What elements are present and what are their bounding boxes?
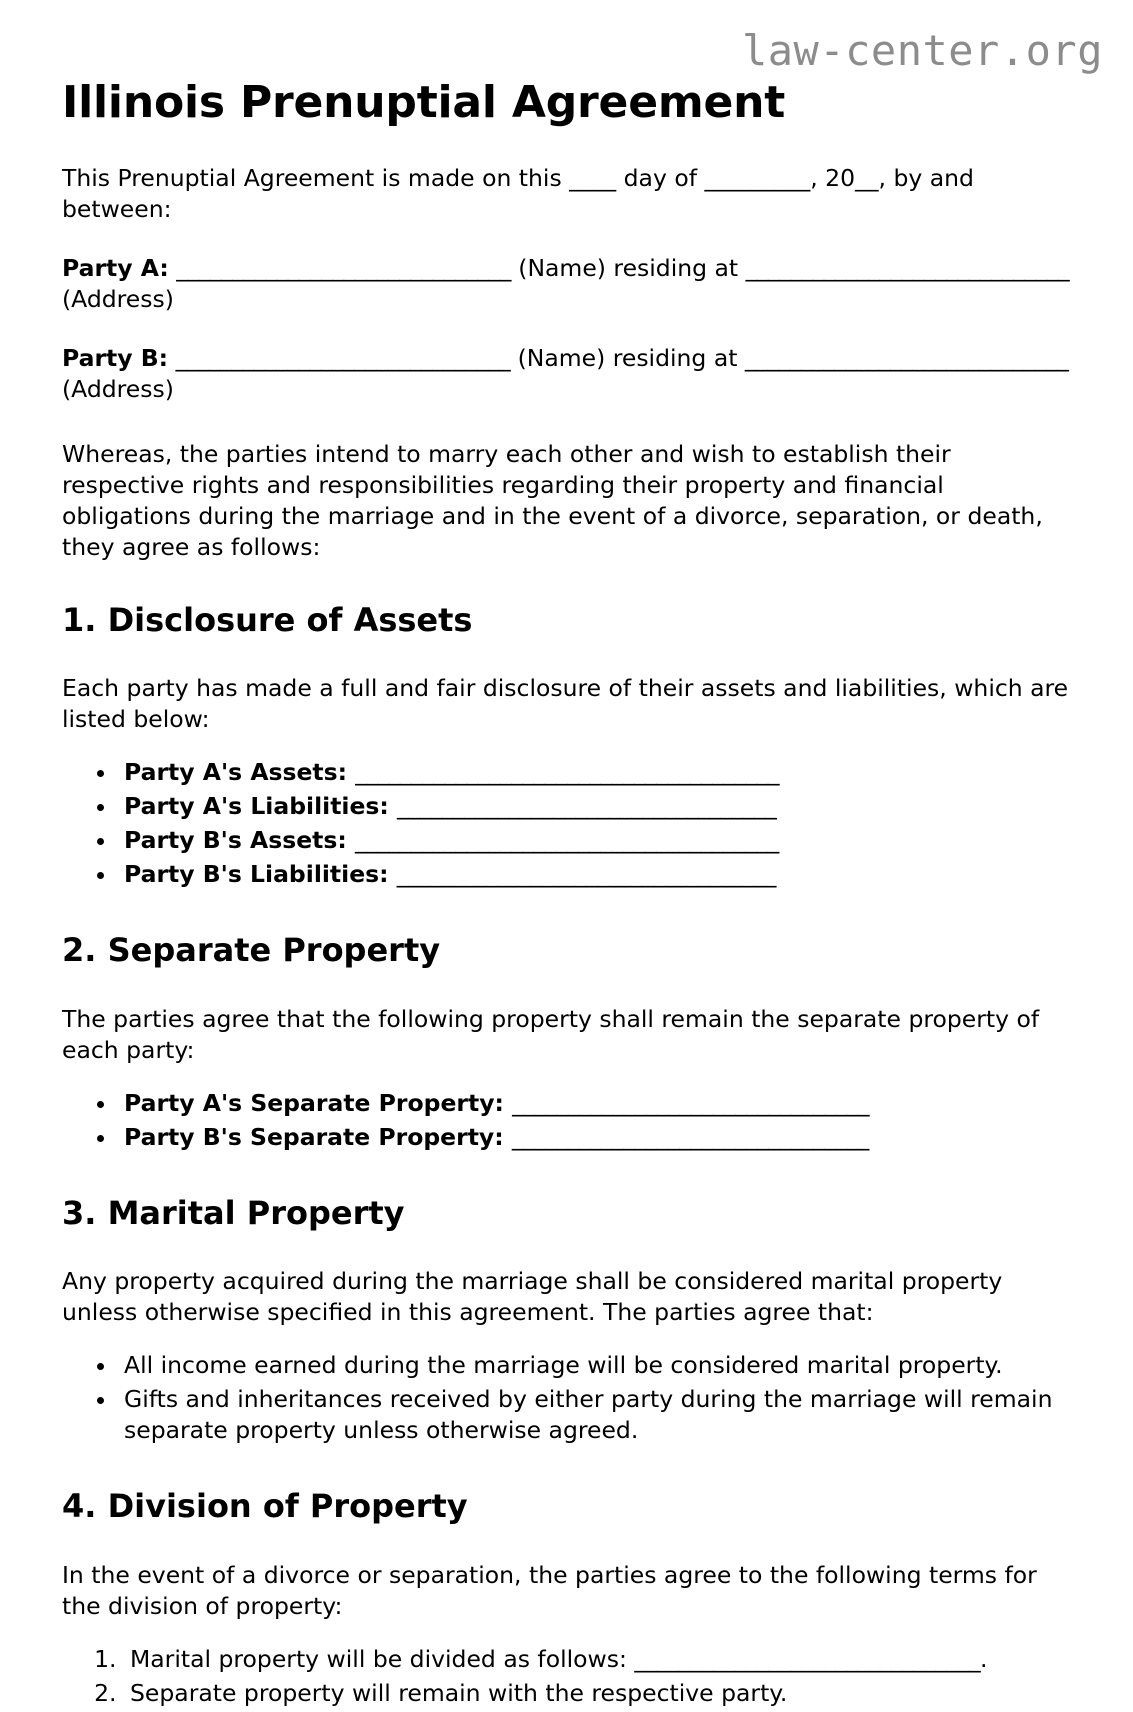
list-item-text: All income earned during the marriage will be considered marital property.	[124, 1351, 1003, 1380]
list-item	[118, 1088, 1071, 1119]
section-heading-3: 3. Marital Property	[62, 1193, 405, 1232]
list-item-label: Party B's Separate Property:	[124, 1122, 504, 1151]
section-paragraph-1: Each party has made a full and fair disclosure of their assets and liabilities, which are listed below:	[62, 674, 1069, 734]
list-item	[124, 1678, 1071, 1709]
party-b-name-blank[interactable]: ______________________________	[175, 343, 511, 372]
party-b-address-blank[interactable]: _____________________________	[744, 343, 1069, 372]
party-a-label: Party A:	[62, 253, 169, 282]
party-a-name-blank[interactable]: ______________________________	[176, 253, 511, 282]
list-item	[124, 1644, 1071, 1675]
list-item-label: Party A's Assets:	[124, 758, 348, 787]
page-title: Illinois Prenuptial Agreement	[62, 77, 786, 128]
section-paragraph-2: The parties agree that the following property shall remain the separate property of each party:	[62, 1004, 1040, 1064]
list-item-label: Party A's Liabilities:	[124, 792, 389, 821]
list-item	[118, 1350, 1071, 1381]
section-heading-2: 2. Separate Property	[62, 931, 441, 970]
list-item-label: Party B's Assets:	[124, 826, 347, 855]
section-3-list	[62, 1328, 1071, 1446]
list-item	[118, 1122, 1071, 1153]
party-a-address-blank[interactable]: _____________________________	[745, 253, 1069, 282]
party-b-mid-text: (Name) residing at	[517, 343, 738, 372]
section-paragraph-3: Any property acquired during the marriage shall be considered marital property unless otherwise specified in this agreement. The parties agree that:	[62, 1267, 1003, 1327]
party-b-label: Party B:	[62, 343, 169, 372]
intro-paragraph: This Prenuptial Agreement is made on this ____ day of _________, 20__, by and between:	[62, 163, 974, 223]
party-a-block	[62, 225, 1071, 315]
document-content	[62, 0, 1071, 1712]
party-a-mid-text: (Name) residing at	[518, 253, 739, 282]
list-item	[118, 757, 1071, 788]
section-2-list	[62, 1066, 1071, 1153]
site-watermark: law-center.org	[741, 26, 1103, 75]
party-b-block	[62, 315, 1071, 405]
list-item-suffix: .	[980, 1644, 988, 1673]
party-a-address-note: (Address)	[62, 284, 174, 313]
list-item-blank[interactable]: ______________________________________	[354, 826, 779, 855]
list-item-text: Gifts and inheritances received by either party during the marriage will remain separate property unless otherwise agreed.	[124, 1385, 1053, 1445]
section-4-list	[62, 1622, 1071, 1709]
list-item-label: Party B's Liabilities:	[124, 860, 389, 889]
list-item-text: Separate property will remain with the respective party.	[130, 1678, 788, 1707]
section-paragraph-4: In the event of a divorce or separation, the parties agree to the following terms for the division of property:	[62, 1560, 1037, 1620]
list-item-blank[interactable]: ______________________________________	[355, 758, 779, 787]
list-item-text: Marital property will be divided as follows:	[130, 1644, 635, 1673]
section-1-list	[62, 735, 1071, 890]
list-item	[118, 791, 1071, 822]
list-item-label: Party A's Separate Property:	[124, 1088, 504, 1117]
list-item	[118, 1384, 1071, 1446]
list-item	[118, 825, 1071, 856]
section-heading-4: 4. Division of Property	[62, 1487, 468, 1526]
list-item-blank[interactable]: _______________________________	[634, 1644, 981, 1673]
list-item-blank[interactable]: ________________________________	[511, 1122, 869, 1151]
list-item-blank[interactable]: __________________________________	[397, 792, 777, 821]
list-item-blank[interactable]: __________________________________	[396, 860, 776, 889]
whereas-paragraph: Whereas, the parties intend to marry each other and wish to establish their respective rights and responsibilities regarding their property and financial obligations during the marriage and in the event of a divorce, separation, or death, they agree as follows:	[62, 439, 1043, 561]
section-heading-1: 1. Disclosure of Assets	[62, 600, 473, 639]
list-item-blank[interactable]: ________________________________	[512, 1088, 869, 1117]
party-b-address-note: (Address)	[62, 374, 174, 403]
list-item	[118, 859, 1071, 890]
